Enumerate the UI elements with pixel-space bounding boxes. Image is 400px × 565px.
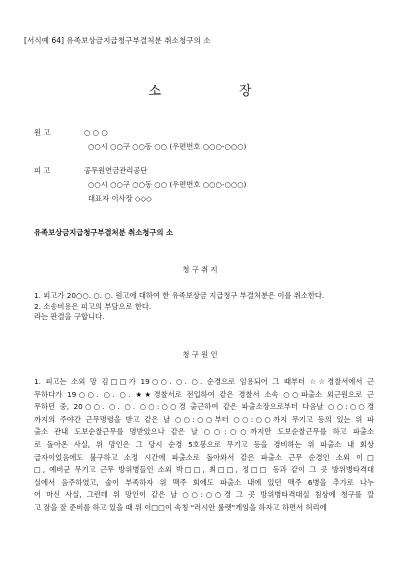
case-title: 유족보상금지급청구부결처분 취소청구의 소 — [34, 228, 174, 237]
reason-heading: 청 구 원 인 — [182, 350, 218, 359]
plaintiff-role: 원 고 — [34, 128, 51, 137]
reason-line: 출소 관내 도보순찰근무를 명받았으나 같은 날 ○○:○○까지만 도보순찰근무를 하고 파출소 — [34, 427, 374, 437]
reason-line: 급자이었음에도 불구하고 소정 시간에 파출소로 돌아와서 같은 파출소 근무 순경인 소외 이□ — [34, 452, 374, 462]
reason-line: 실에서 음주하였고, 술이 부족하자 위 맥주 회에도 파출소 내에 있던 맥주 6병을 추가로 나누 — [34, 477, 374, 487]
plaintiff-name: ○ ○ ○ — [84, 128, 108, 137]
title-char-2: 장 — [239, 84, 252, 99]
plaintiff-address: ○○시 ○○구 ○○동 ○○ (우편번호 ○○○-○○○) — [88, 142, 247, 151]
plaintiff-block — [34, 128, 246, 152]
reason-line: 어 마신 사실, 그런데 위 망인이 같은 날 ○○:○○경 그 곳 방위병타격대실 침상에 청구를 깔 — [34, 490, 374, 500]
claim-item-3: 라는 판결을 구합니다. — [34, 312, 105, 321]
claim-item-2: 2. 소송비용은 피고의 부담으로 한다. — [34, 301, 152, 311]
claim-heading: 청 구 취 지 — [182, 265, 218, 274]
claim-item-1: 1. 피고가 20○○. ○. ○. 원고에 대하여 한 유족보상금 지급청구 부결처분은 이를 취소한다. — [34, 291, 325, 300]
reason-line: 무하다가 19○○. ○. ○. ★★경찰서로 전입하여 같은 경찰서 소속 ○○파출소 외근원으로 근 — [34, 389, 374, 399]
reason-paragraph — [34, 376, 374, 515]
defendant-address: ○○시 ○○구 ○○동 ○○ (우편번호 ○○○-○○○) — [88, 180, 247, 189]
document-title — [0, 80, 400, 99]
form-label: [서식예 64] 유족보상금지급청구부결처분 취소청구의 소 — [24, 36, 211, 45]
defendant-block — [34, 166, 246, 204]
defendant-name: 공무원연금관리공단 — [84, 166, 148, 175]
title-char-1: 소 — [148, 84, 161, 99]
reason-line: 로 돌아온 사실, 위 망인은 그 당시 순경 5호봉으로 무기고 등을 경비하는 위 파출소 내 회상 — [34, 439, 374, 449]
reason-line: 고 잠을 잘 준비를 하고 있을 때 위 이□□이 속칭 "러시안 룰렛"게임을 하자고 하면서 허리에 — [34, 502, 327, 512]
reason-line: 까지의 주야간 근무명령을 받고 같은 날 ○○:○○부터 ○○:○○까지 무기고 등의 있는 위 파 — [34, 414, 374, 424]
claim-list — [34, 291, 324, 323]
defendant-representative: 대표자 이사장 ◇◇◇ — [88, 194, 152, 203]
defendant-role: 피 고 — [34, 166, 51, 175]
reason-line: □, 예비군 무기고 근무 방위병들인 소외 박□□, 최□□, 정□□ 등과 같이 그 곳 방위병타격대 — [34, 465, 374, 475]
reason-line: 1. 피고는 소외 망 김□□가 19○○. ○. ○. 순경으로 임용되어 그 때부터 ☆☆경찰서에서 근 — [34, 377, 374, 386]
reason-line: 무하던 중, 20○○. ○. ○. ○○:○○경 출근하여 같은 파출소장으로부터 다음날 ○○:○○경 — [34, 402, 374, 412]
